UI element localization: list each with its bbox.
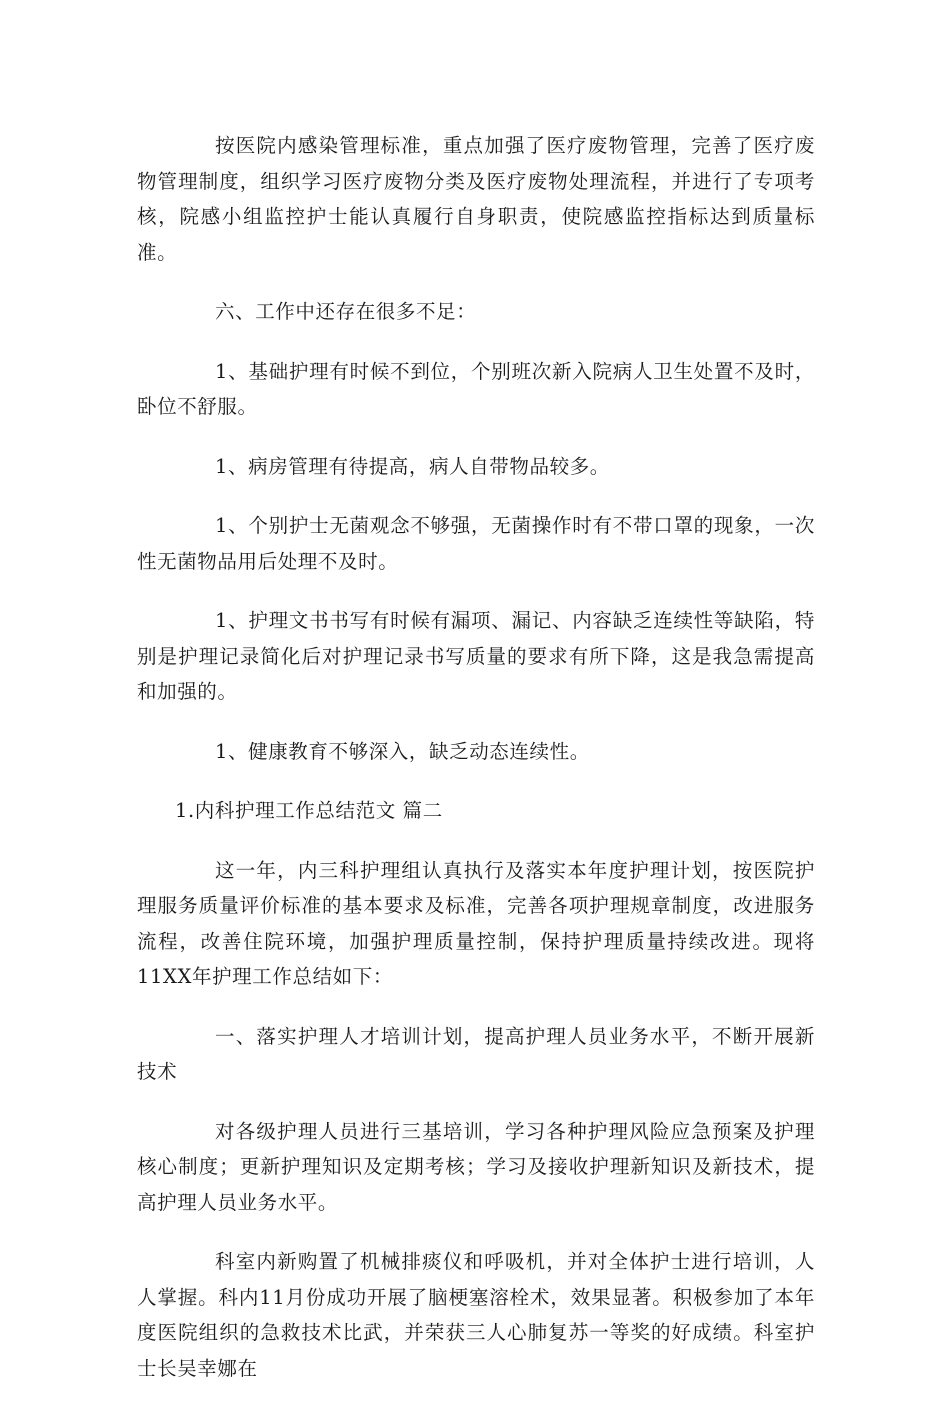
section-heading-shortcomings: 六、工作中还存在很多不足： xyxy=(215,300,477,323)
paragraph-training-details: 对各级护理人员进行三基培训，学习各种护理风险应急预案及护理核心制度；更新护理知识及定期考核；学习及接收护理新知识及新技术，提高护理人员业务水平。 xyxy=(137,1119,815,1214)
paragraph-new-equipment: 科室内新购置了机械排痰仪和呼吸机，并对全体护士进行培训，人人掌握。科内11月份成功开展了脑梗塞溶栓术，效果显著。积极参加了本年度医院组织的急救技术比武，并荣获三人心肺复苏一等奖的好成绩。科室护士长吴幸娜在 xyxy=(137,1250,815,1380)
list-item-documentation: 1、护理文书书写有时候有漏项、漏记、内容缺乏连续性等缺陷，特别是护理记录简化后对护理记录书写质量的要求有所下降，这是我急需提高和加强的。 xyxy=(137,609,815,703)
article-heading-part-two: 1.内科护理工作总结范文 篇二 xyxy=(175,799,443,822)
document-body xyxy=(137,128,815,1410)
section-heading-training: 一、落实护理人才培训计划，提高护理人员业务水平，不断开展新技术 xyxy=(137,1024,815,1083)
list-item-health-education: 1、健康教育不够深入，缺乏动态连续性。 xyxy=(215,739,590,763)
list-item-basic-care: 1、基础护理有时候不到位，个别班次新入院病人卫生处置不及时，卧位不舒服。 xyxy=(137,359,815,418)
paragraph-infection-control: 按医院内感染管理标准，重点加强了医疗废物管理，完善了医疗废物管理制度，组织学习医疗废物分类及医疗废物处理流程，并进行了专项考核，院感小组监控护士能认真履行自身职责，使院感监控指标达到质量标准。 xyxy=(137,134,815,264)
list-item-aseptic: 1、个别护士无菌观念不够强，无菌操作时有不带口罩的现象，一次性无菌物品用后处理不及时。 xyxy=(137,514,815,573)
paragraph-intro-summary: 这一年，内三科护理组认真执行及落实本年度护理计划，按医院护理服务质量评价标准的基本要求及标准，完善各项护理规章制度，改进服务流程，改善住院环境，加强护理质量控制，保持护理质量持续改进。现将11XX年护理工作总结如下： xyxy=(137,858,815,988)
list-item-ward-management: 1、病房管理有待提高，病人自带物品较多。 xyxy=(215,454,610,478)
